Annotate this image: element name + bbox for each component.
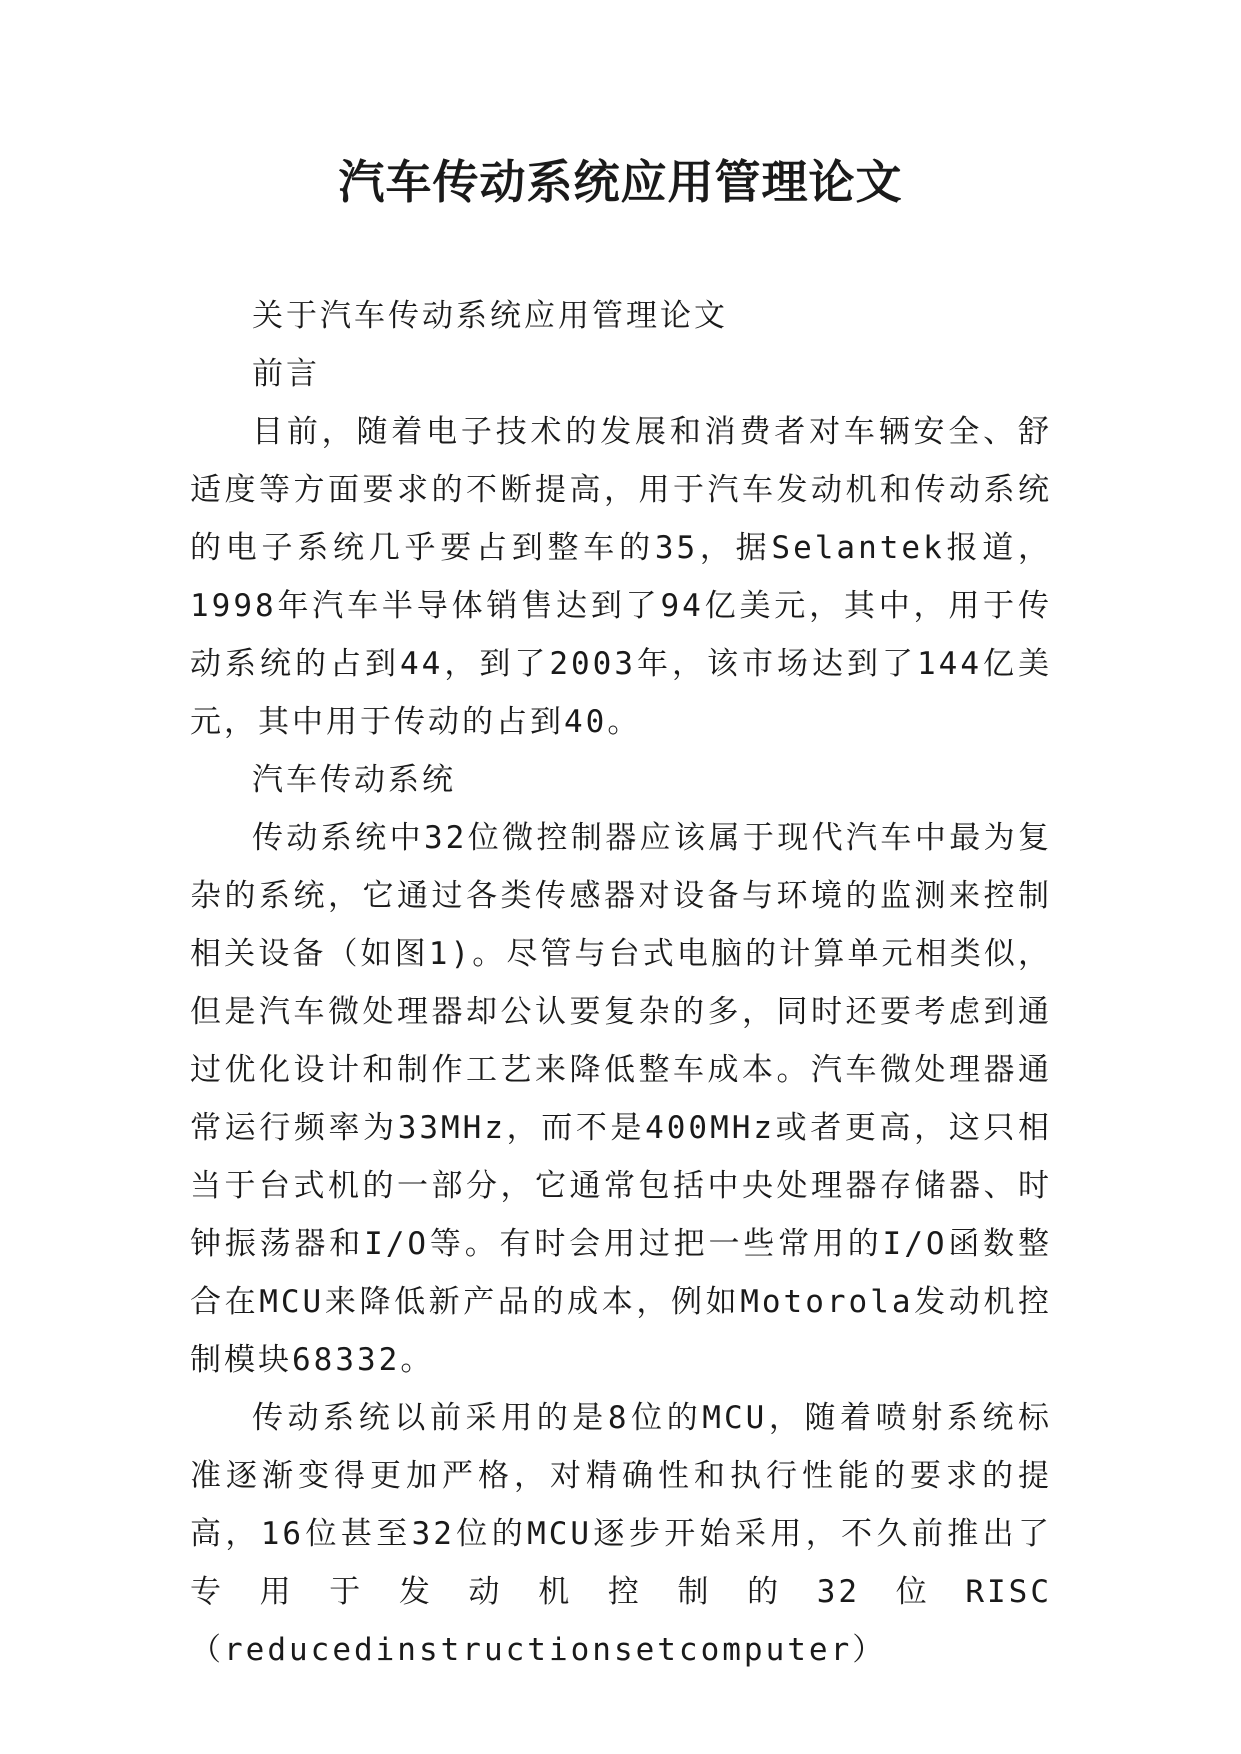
document-body [190,287,1052,1679]
paragraph-mcu-text: 传动系统以前采用的是8位的MCU，随着喷射系统标准逐渐变得更加严格，对精确性和执行性能的要求的提高，16位甚至32位的MCU逐步开始采用，不久前推出了专用于发动机控制的32位RISC（reducedinstructionsetcomputer） [190,1400,1052,1668]
document-title: 汽车传动系统应用管理论文 [338,155,903,209]
paragraph-heading: 关于汽车传动系统应用管理论文 [252,298,728,334]
paragraph-section-preface: 前言 [252,356,320,392]
paragraph-section-drivetrain: 汽车传动系统 [252,762,456,798]
paragraph-drivetrain-text: 传动系统中32位微控制器应该属于现代汽车中最为复杂的系统，它通过各类传感器对设备与环境的监测来控制相关设备（如图1)。尽管与台式电脑的计算单元相类似，但是汽车微处理器却公认要复杂的多，同时还要考虑到通过优化设计和制作工艺来降低整车成本。汽车微处理器通常运行频率为33MHz，而不是400MHz或者更高，这只相当于台式机的一部分，它通常包括中央处理器存储器、时钟振荡器和I/O等。有时会用过把一些常用的I/O函数整合在MCU来降低新产品的成本，例如Motorola发动机控制模块68332。 [190,820,1052,1378]
paragraph-preface-text: 目前，随着电子技术的发展和消费者对车辆安全、舒适度等方面要求的不断提高，用于汽车发动机和传动系统的电子系统几乎要占到整车的35，据Selantek报道，1998年汽车半导体销售达到了94亿美元，其中，用于传动系统的占到44，到了2003年，该市场达到了144亿美元，其中用于传动的占到40。 [190,414,1052,740]
